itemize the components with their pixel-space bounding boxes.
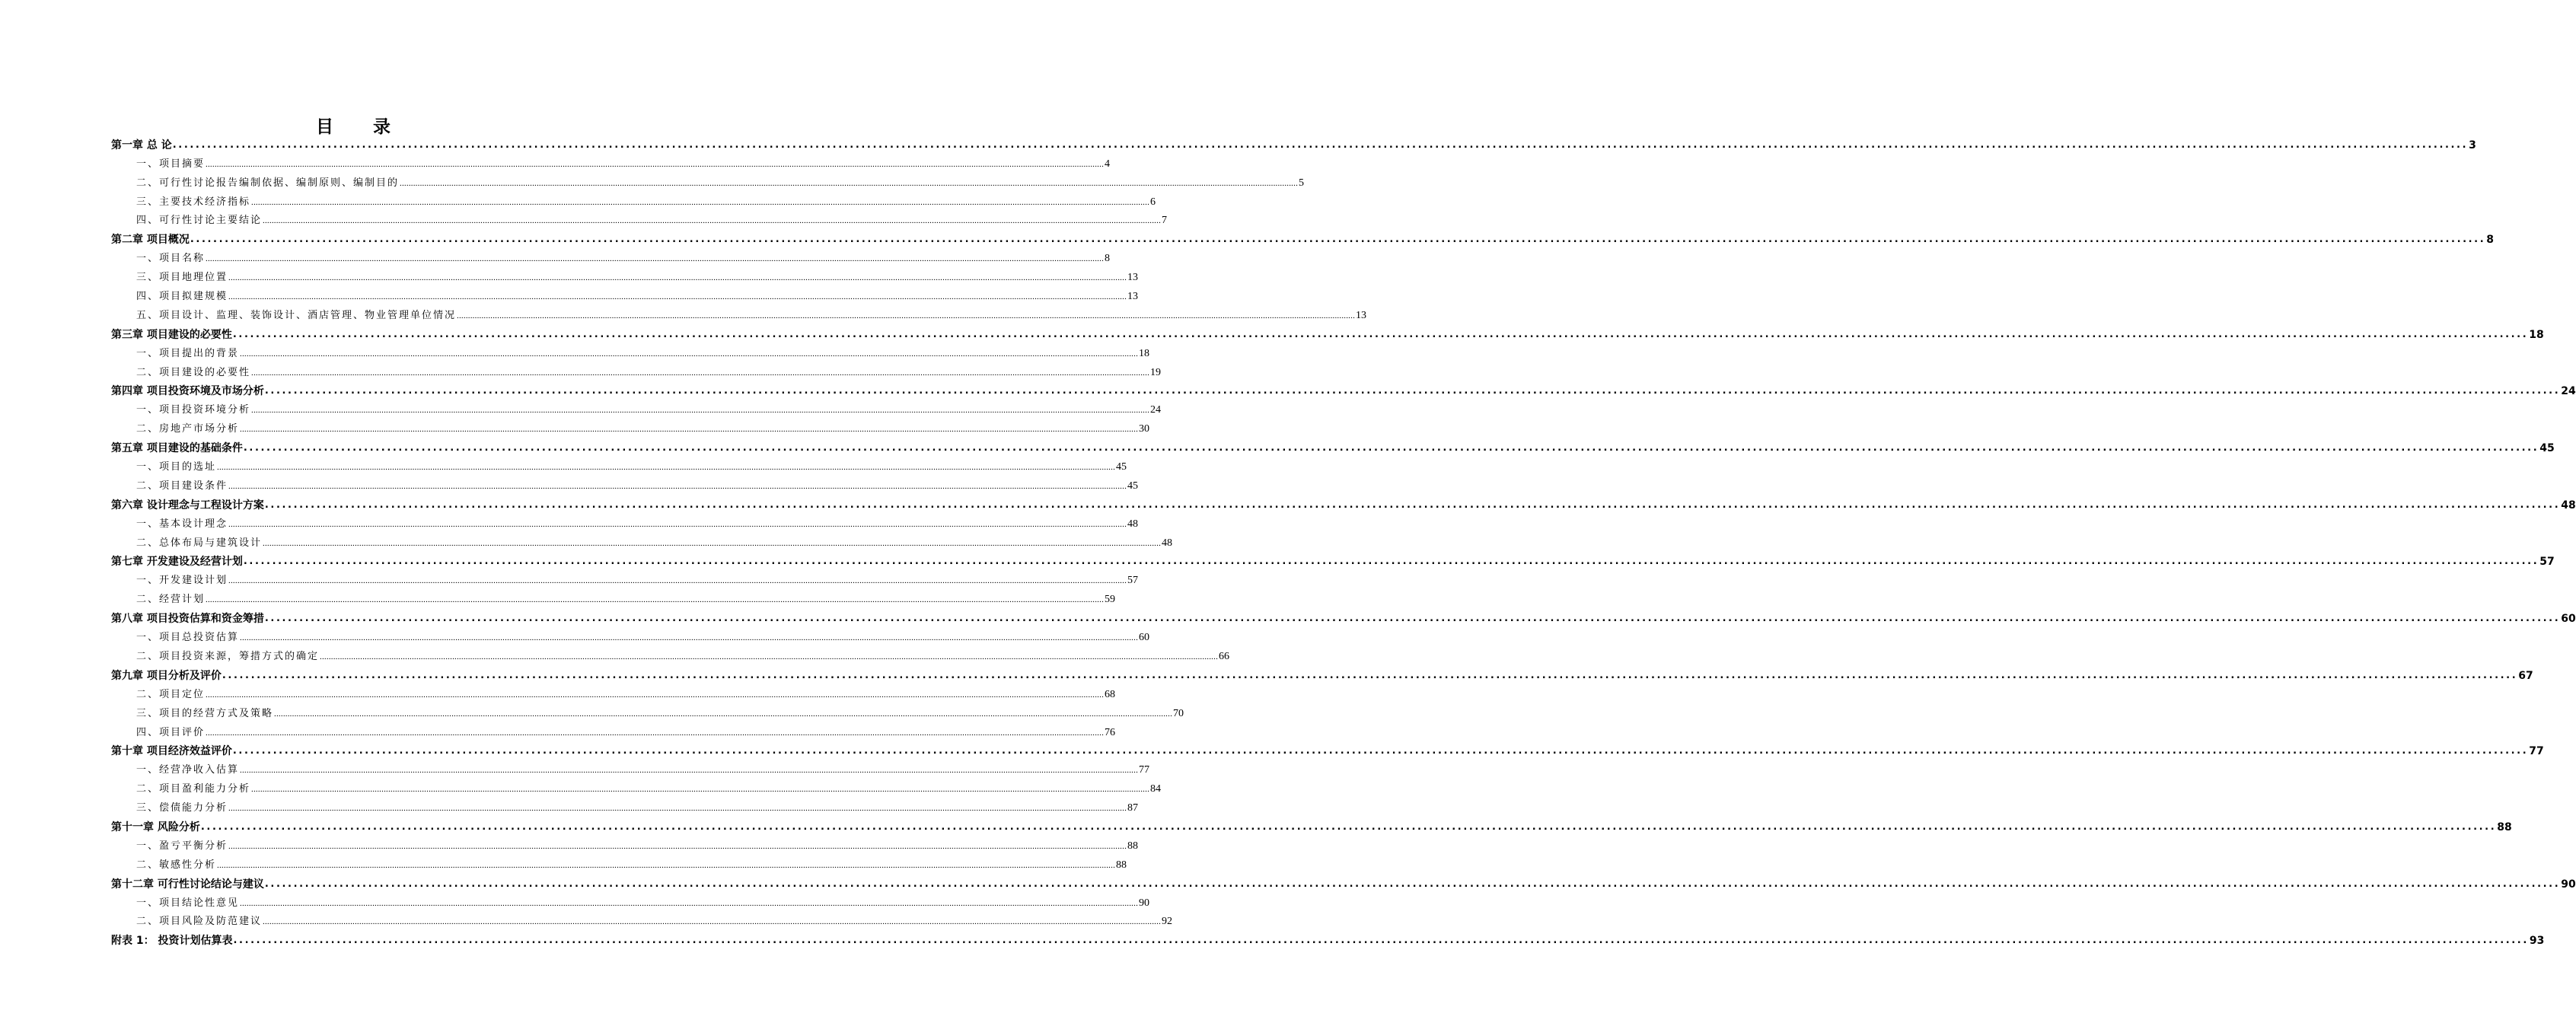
toc-page-number: 30 [1139, 423, 1150, 435]
toc-page-number: 88 [1127, 840, 1139, 852]
toc-page-number: 18 [1139, 347, 1150, 359]
toc-page-number: 45 [1127, 480, 1139, 492]
toc-dot-leader: ................................................................................................................................................................................................................................................................................................................................................................................................................ [264, 385, 2561, 397]
toc-entry-label: 一、项目结论性意见 [136, 897, 240, 909]
toc-page-number: 4 [1105, 158, 1111, 170]
toc-page-number: 87 [1127, 802, 1139, 814]
toc-entry-label: 二、项目定位 [136, 688, 206, 700]
toc-dot-leader: ................................................................................................................................................................................................................................................................................................................................................................................................................ [200, 821, 2497, 833]
toc-section-entry[interactable] [111, 285, 1139, 304]
toc-chapter-entry[interactable] [111, 437, 2555, 456]
toc-entry-label: 二、项目投资来源，筹措方式的确定 [136, 650, 320, 662]
toc-section-entry[interactable] [111, 797, 1139, 816]
toc-dot-leader: ................................................................................................................................................................................................................................................................................................................................................................................................................ [206, 595, 1105, 605]
toc-entry-label: 一、项目的选址 [136, 461, 217, 473]
toc-page-number: 68 [1105, 688, 1116, 700]
toc-entry-label: 一、项目提出的背景 [136, 347, 240, 359]
toc-section-entry[interactable] [111, 456, 1127, 475]
toc-dot-leader: ................................................................................................................................................................................................................................................................................................................................................................................................................ [274, 709, 1173, 719]
page-title: 目 录 [315, 117, 407, 137]
toc-chapter-entry[interactable] [111, 741, 2544, 760]
toc-dot-leader: ................................................................................................................................................................................................................................................................................................................................................................................................................ [228, 519, 1127, 529]
toc-section-entry[interactable] [111, 153, 1111, 172]
toc-page-number: 77 [1139, 764, 1150, 776]
toc-section-entry[interactable] [111, 835, 1139, 854]
toc-dot-leader: ................................................................................................................................................................................................................................................................................................................................................................................................................ [206, 159, 1105, 169]
toc-dot-leader: ................................................................................................................................................................................................................................................................................................................................................................................................................ [240, 898, 1139, 908]
toc-section-entry[interactable] [111, 854, 1127, 873]
toc-dot-leader: ................................................................................................................................................................................................................................................................................................................................................................................................................ [228, 292, 1127, 302]
toc-entry-label: 二、敏感性分析 [136, 859, 217, 871]
toc-entry-label: 一、基本设计理念 [136, 518, 228, 530]
toc-entry-label: 三、偿债能力分析 [136, 802, 228, 814]
toc-page-number: 59 [1105, 594, 1116, 606]
toc-entry-label: 二、总体布局与建筑设计 [136, 537, 263, 549]
toc-page-number: 5 [1299, 177, 1305, 189]
toc-entry-label: 第十一章 风险分析 [111, 821, 200, 833]
toc-page-number: 77 [2529, 745, 2544, 758]
toc-entry-label: 一、项目名称 [136, 253, 206, 265]
toc-section-entry[interactable] [111, 513, 1139, 532]
toc-page-number: 19 [1150, 366, 1162, 378]
toc-dot-leader: ................................................................................................................................................................................................................................................................................................................................................................................................................ [206, 728, 1105, 738]
toc-dot-leader: ................................................................................................................................................................................................................................................................................................................................................................................................................ [264, 499, 2561, 511]
toc-page-number: 8 [1105, 253, 1111, 265]
toc-entry-label: 三、项目的经营方式及策略 [136, 707, 274, 719]
toc-chapter-entry[interactable] [111, 494, 2576, 513]
toc-dot-leader: ................................................................................................................................................................................................................................................................................................................................................................................................................ [251, 406, 1150, 416]
toc-dot-leader: ................................................................................................................................................................................................................................................................................................................................................................................................................ [222, 669, 2518, 681]
toc-entry-label: 四、可行性讨论主要结论 [136, 215, 263, 227]
toc-page-number: 70 [1173, 707, 1184, 719]
toc-chapter-entry[interactable] [111, 816, 2512, 835]
toc-dot-leader: ................................................................................................................................................................................................................................................................................................................................................................................................................ [457, 311, 1356, 320]
toc-dot-leader: ................................................................................................................................................................................................................................................................................................................................................................................................................ [251, 785, 1150, 795]
toc-dot-leader: ................................................................................................................................................................................................................................................................................................................................................................................................................ [228, 576, 1127, 586]
toc-dot-leader: ................................................................................................................................................................................................................................................................................................................................................................................................................ [240, 766, 1139, 776]
toc-section-entry[interactable] [111, 684, 1116, 703]
toc-dot-leader: ................................................................................................................................................................................................................................................................................................................................................................................................................ [320, 652, 1219, 661]
toc-entry-label: 二、项目建设条件 [136, 480, 228, 492]
toc-page-number: 24 [2561, 385, 2576, 398]
toc-section-entry[interactable] [111, 399, 1162, 418]
toc-page-number: 92 [1162, 916, 1173, 928]
toc-entry-label: 五、项目设计、监理、装饰设计、酒店管理、物业管理单位情况 [136, 309, 457, 321]
toc-page-number: 48 [2561, 499, 2576, 512]
toc-page-number: 45 [1116, 461, 1127, 473]
toc-entry-label: 三、主要技术经济指标 [136, 196, 251, 208]
toc-page-number: 57 [1127, 575, 1139, 587]
toc-page-number: 93 [2529, 935, 2545, 948]
toc-dot-leader: ................................................................................................................................................................................................................................................................................................................................................................................................................ [240, 633, 1139, 643]
toc-entry-label: 一、盈亏平衡分析 [136, 840, 228, 852]
toc-section-entry[interactable] [111, 304, 1367, 323]
toc-chapter-entry[interactable] [111, 929, 2545, 948]
toc-page-number: 60 [1139, 632, 1150, 644]
toc-page-number: 13 [1356, 309, 1367, 321]
toc-entry-label: 第八章 项目投资估算和资金筹措 [111, 613, 264, 626]
toc-section-entry[interactable] [111, 247, 1111, 266]
toc-chapter-entry[interactable] [111, 134, 2476, 153]
toc-page-number: 90 [1139, 897, 1150, 909]
toc-dot-leader: ................................................................................................................................................................................................................................................................................................................................................................................................................ [251, 197, 1150, 207]
toc-section-entry[interactable] [111, 343, 1150, 362]
toc-page-number: 7 [1162, 215, 1168, 227]
toc-dot-leader: ................................................................................................................................................................................................................................................................................................................................................................................................................ [233, 935, 2529, 947]
toc-page-number: 18 [2529, 328, 2544, 341]
toc-section-entry[interactable] [111, 759, 1150, 778]
toc-dot-leader: ................................................................................................................................................................................................................................................................................................................................................................................................................ [228, 273, 1127, 283]
toc-dot-leader: ................................................................................................................................................................................................................................................................................................................................................................................................................ [232, 328, 2529, 340]
toc-section-entry[interactable] [111, 645, 1230, 664]
toc-page-number: 13 [1127, 272, 1139, 284]
toc-chapter-entry[interactable] [111, 228, 2495, 247]
toc-dot-leader: ................................................................................................................................................................................................................................................................................................................................................................................................................ [228, 481, 1127, 491]
toc-section-entry[interactable] [111, 172, 1305, 191]
toc-entry-label: 第二章 项目概况 [111, 234, 190, 247]
toc-page-number: 45 [2539, 442, 2555, 455]
toc-page-number: 48 [1162, 537, 1173, 549]
toc-entry-label: 第十二章 可行性讨论结论与建议 [111, 878, 264, 891]
toc-section-entry[interactable] [111, 191, 1156, 210]
toc-section-entry[interactable] [111, 569, 1139, 588]
toc-section-entry[interactable] [111, 892, 1150, 911]
toc-entry-label: 第四章 项目投资环境及市场分析 [111, 385, 264, 398]
toc-dot-leader: ................................................................................................................................................................................................................................................................................................................................................................................................................ [263, 917, 1162, 927]
toc-page-number: 84 [1150, 783, 1162, 795]
toc-dot-leader: ................................................................................................................................................................................................................................................................................................................................................................................................................ [243, 442, 2539, 454]
toc-dot-leader: ................................................................................................................................................................................................................................................................................................................................................................................................................ [240, 425, 1139, 435]
toc-section-entry[interactable] [111, 703, 1184, 722]
toc-entry-label: 第五章 项目建设的基础条件 [111, 442, 243, 455]
toc-entry-label: 二、项目建设的必要性 [136, 366, 251, 378]
toc-entry-label: 第三章 项目建设的必要性 [111, 328, 232, 341]
toc-entry-label: 二、可行性讨论报告编制依据、编制原则、编制目的 [136, 177, 400, 189]
toc-section-entry[interactable] [111, 210, 1168, 229]
toc-page-number: 88 [2497, 821, 2512, 833]
toc-section-entry[interactable] [111, 911, 1173, 930]
toc-entry-label: 二、项目盈利能力分析 [136, 783, 251, 795]
toc-entry-label: 一、项目投资环境分析 [136, 404, 251, 416]
toc-dot-leader: ................................................................................................................................................................................................................................................................................................................................................................................................................ [263, 538, 1162, 548]
toc-entry-label: 二、经营计划 [136, 594, 206, 606]
toc-page-number: 76 [1105, 726, 1116, 738]
toc-chapter-entry[interactable] [111, 381, 2576, 400]
toc-page-number: 48 [1127, 518, 1139, 530]
toc-page-number: 88 [1116, 859, 1127, 871]
toc-page-number: 3 [2469, 139, 2476, 151]
toc-dot-leader: ................................................................................................................................................................................................................................................................................................................................................................................................................ [243, 556, 2539, 568]
toc-page-number: 57 [2539, 556, 2555, 569]
toc-dot-leader: ................................................................................................................................................................................................................................................................................................................................................................................................................ [400, 178, 1299, 188]
toc-dot-leader: ................................................................................................................................................................................................................................................................................................................................................................................................................ [217, 860, 1116, 870]
toc-entry-label: 二、项目风险及防范建议 [136, 916, 263, 928]
table-of-contents [111, 134, 2576, 948]
toc-dot-leader: ................................................................................................................................................................................................................................................................................................................................................................................................................ [172, 139, 2469, 151]
toc-entry-label: 第九章 项目分析及评价 [111, 669, 222, 682]
toc-page-number: 13 [1127, 291, 1139, 303]
toc-dot-leader: ................................................................................................................................................................................................................................................................................................................................................................................................................ [264, 613, 2561, 625]
toc-entry-label: 第十章 项目经济效益评价 [111, 745, 232, 758]
toc-dot-leader: ................................................................................................................................................................................................................................................................................................................................................................................................................ [228, 841, 1127, 851]
toc-section-entry[interactable] [111, 778, 1162, 797]
toc-entry-label: 三、项目地理位置 [136, 272, 228, 284]
toc-section-entry[interactable] [111, 266, 1139, 285]
toc-section-entry[interactable] [111, 626, 1150, 645]
toc-dot-leader: ................................................................................................................................................................................................................................................................................................................................................................................................................ [206, 690, 1105, 700]
toc-page-number: 60 [2561, 613, 2576, 626]
toc-dot-leader: ................................................................................................................................................................................................................................................................................................................................................................................................................ [228, 804, 1127, 814]
toc-page-number: 8 [2486, 234, 2495, 247]
toc-section-entry[interactable] [111, 475, 1139, 494]
toc-dot-leader: ................................................................................................................................................................................................................................................................................................................................................................................................................ [263, 216, 1162, 226]
toc-page-number: 24 [1150, 404, 1162, 416]
toc-entry-label: 四、项目评价 [136, 726, 206, 738]
toc-chapter-entry[interactable] [111, 607, 2576, 626]
toc-entry-label: 一、项目摘要 [136, 158, 206, 170]
toc-section-entry[interactable] [111, 362, 1162, 381]
toc-entry-label: 一、项目总投资估算 [136, 632, 240, 644]
toc-dot-leader: ................................................................................................................................................................................................................................................................................................................................................................................................................ [251, 368, 1150, 378]
toc-entry-label: 第六章 设计理念与工程设计方案 [111, 499, 264, 512]
toc-section-entry[interactable] [111, 722, 1116, 741]
toc-chapter-entry[interactable] [111, 323, 2544, 343]
toc-section-entry[interactable] [111, 532, 1173, 551]
toc-entry-label: 第七章 开发建设及经营计划 [111, 556, 243, 569]
toc-section-entry[interactable] [111, 418, 1150, 437]
toc-section-entry[interactable] [111, 588, 1116, 607]
toc-entry-label: 一、开发建设计划 [136, 575, 228, 587]
toc-chapter-entry[interactable] [111, 873, 2576, 892]
toc-page-number: 67 [2518, 669, 2533, 682]
toc-dot-leader: ................................................................................................................................................................................................................................................................................................................................................................................................................ [190, 234, 2486, 246]
toc-dot-leader: ................................................................................................................................................................................................................................................................................................................................................................................................................ [232, 745, 2529, 757]
toc-page-number: 6 [1150, 196, 1156, 208]
toc-chapter-entry[interactable] [111, 551, 2555, 570]
toc-entry-label: 四、项目拟建规模 [136, 291, 228, 303]
toc-dot-leader: ................................................................................................................................................................................................................................................................................................................................................................................................................ [240, 349, 1139, 359]
toc-dot-leader: ................................................................................................................................................................................................................................................................................................................................................................................................................ [264, 878, 2561, 890]
toc-dot-leader: ................................................................................................................................................................................................................................................................................................................................................................................................................ [217, 463, 1116, 473]
toc-entry-label: 一、经营净收入估算 [136, 764, 240, 776]
toc-chapter-entry[interactable] [111, 664, 2533, 684]
toc-entry-label: 附表 1： 投资计划估算表 [111, 935, 233, 948]
toc-entry-label: 二、房地产市场分析 [136, 423, 240, 435]
toc-page-number: 90 [2561, 878, 2576, 891]
toc-entry-label: 第一章 总 论 [111, 139, 172, 151]
toc-dot-leader: ................................................................................................................................................................................................................................................................................................................................................................................................................ [206, 254, 1105, 264]
toc-page-number: 66 [1219, 650, 1230, 662]
